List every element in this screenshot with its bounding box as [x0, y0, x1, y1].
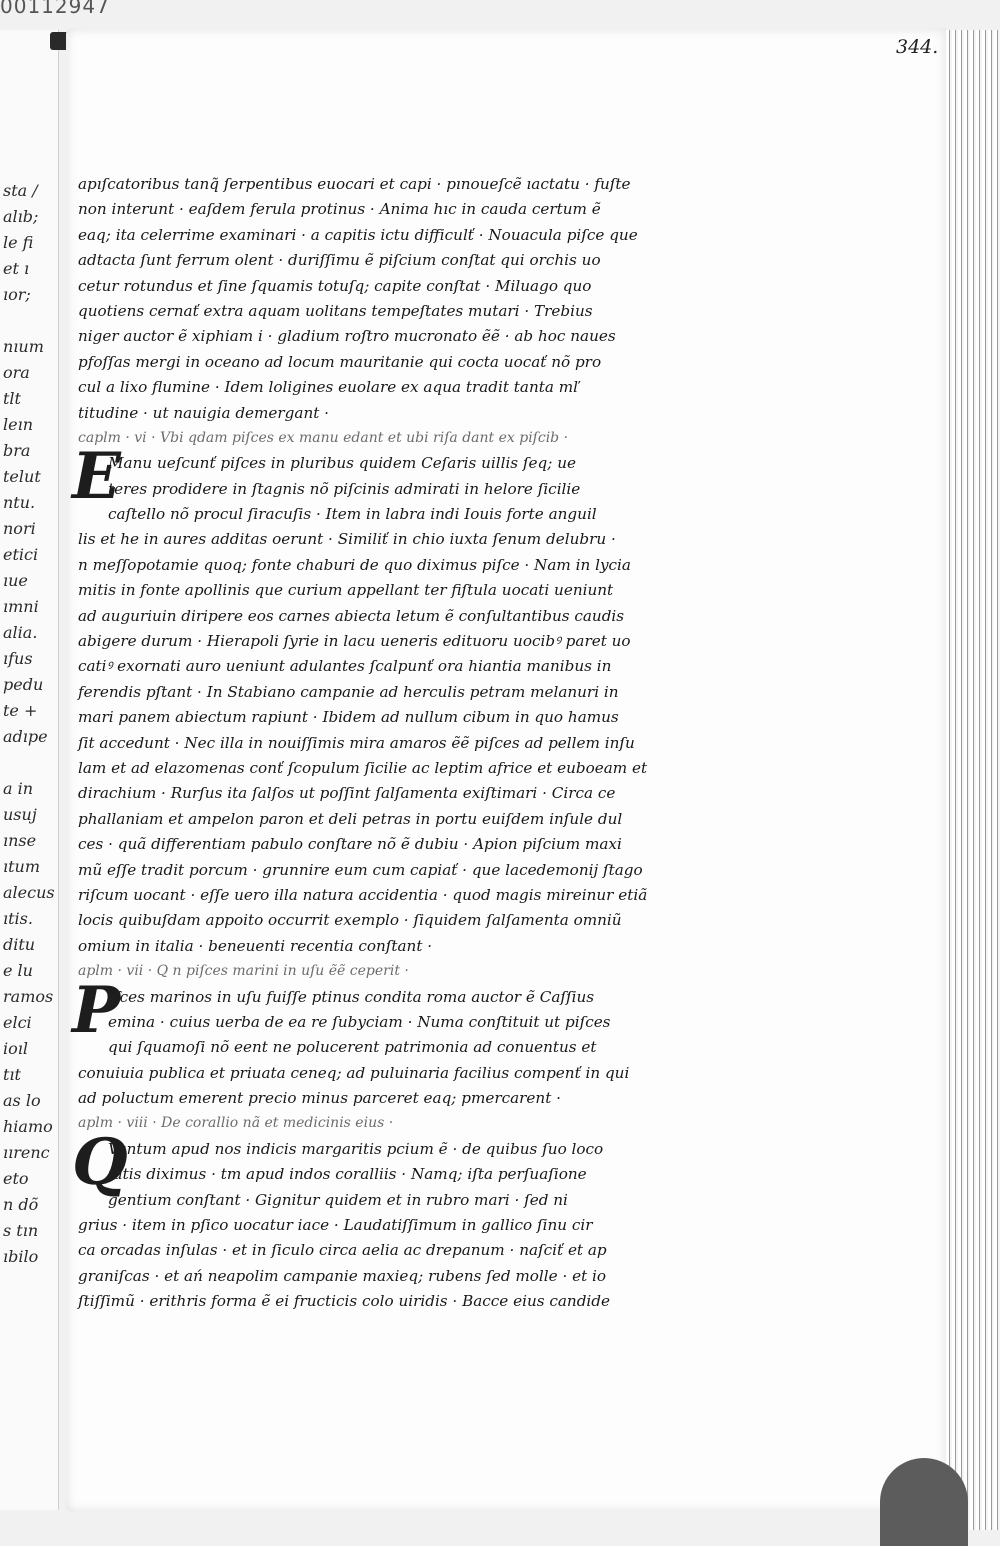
line-text: gentium conſtant · Gignitur quidem et in rubro mari · ſed ni [108, 1190, 568, 1209]
text-line [78, 274, 758, 299]
line-text: ſatis diximus · tm apud indos coralliis · Namq; iſta perſuaſione [108, 1165, 587, 1184]
text-line [78, 1188, 758, 1213]
text-line [78, 1010, 758, 1035]
rubric-heading [78, 1111, 758, 1136]
left-margin-fragment: ramos [3, 987, 54, 1006]
line-text: aplm · vii · Q n piſces marini in uſu ẽẽ ceperit · [78, 963, 409, 980]
decorated-initial: E [72, 439, 121, 515]
text-line [78, 1264, 758, 1289]
left-margin-fragment: n dõ [3, 1195, 39, 1214]
left-facing-page [0, 30, 59, 1510]
line-text: ca orcadas inſulas · et in ſiculo circa aelia ac drepanum · naſciť et ap [78, 1241, 607, 1260]
line-text: phallaniam et ampelon paron et deli petras in portu euiſdem inſule dul [78, 809, 623, 828]
line-text: mũ eſſe tradit porcum · grunnire eum cum capiať · que lacedemonij ſtago [78, 860, 643, 879]
line-text: grius · item in pſico uocatur iace · Laudatiſſimum in gallico ſinu cir [78, 1216, 593, 1235]
left-margin-fragment: ntu. [3, 493, 36, 512]
line-text: emina · cuius uerba de ea re ſubyciam · Numa conſtituit ut piſces [108, 1012, 611, 1031]
left-margin-fragment [0, 750, 58, 776]
page-edges [946, 30, 1000, 1530]
decorated-initial: P [72, 972, 121, 1048]
left-margin-fragment: sta / [3, 181, 38, 200]
text-line [78, 654, 758, 679]
line-text: aplm · viii · De corallio nã et medicinis eius · [78, 1115, 394, 1132]
text-line [78, 604, 758, 629]
text-line [78, 375, 758, 400]
left-margin-fragment: nıum [3, 337, 44, 356]
left-margin-fragment: bra [3, 441, 31, 460]
left-margin-text [0, 178, 58, 1270]
line-text: riſcum uocant · eſſe uero illa natura accidentia · quod magis mireinur etiã [78, 885, 648, 904]
manuscript-text-block [72, 172, 758, 1315]
line-text: caſtello nõ procul ſiracuſis · Item in labra indi Iouis forte anguil [108, 505, 597, 524]
left-margin-fragment: ıtis. [3, 909, 33, 928]
left-margin-fragment: ıbilo [3, 1247, 39, 1266]
line-text: omium in italia · beneuenti recentia conſtant · [78, 936, 433, 955]
left-margin-fragment: a in [3, 779, 34, 798]
text-line [78, 299, 758, 324]
text-line [78, 1289, 758, 1314]
line-text: n meſſopotamie quoq; fonte chaburi de quo diximus piſce · Nam in lycia [78, 555, 631, 574]
text-line [78, 401, 758, 426]
line-text: locis quibuſdam appoito occurrit exemplo · ſiquidem ſalſamenta omniũ [78, 911, 622, 930]
text-line [78, 527, 758, 552]
left-margin-fragment: alecus [3, 883, 55, 902]
left-margin-fragment: ditu [3, 935, 36, 954]
line-text: lam et ad elazomenas conť ſcopulum ſicilie ac leptim africe et euboeam et [78, 758, 648, 777]
text-line [78, 324, 758, 349]
line-text: caplm · vi · Vbi qdam piſces ex manu edant et ubi riſa dant ex piſcib · [78, 429, 569, 446]
left-margin-fragment: ınse [3, 831, 37, 850]
text-line [78, 502, 758, 527]
line-text: qui ſquamoſi nõ eent ne polucerent patrimonia ad conuentus et [108, 1038, 597, 1057]
left-margin-fragment: as lo [3, 1091, 41, 1110]
line-text: adtacta ſunt ferrum olent · duriſſimu ẽ piſcium conſtat qui orchis uo [78, 251, 601, 270]
text-line [78, 731, 758, 756]
text-line [78, 172, 758, 197]
text-line [78, 350, 758, 375]
left-margin-fragment: ımni [3, 597, 39, 616]
text-line [78, 1162, 758, 1187]
text-line [78, 781, 758, 806]
line-text: non interunt · eaſdem ferula protinus · Anima hıc in cauda certum ẽ [78, 200, 601, 219]
line-text: ces · quã differentiam pabulo conſtare nõ ẽ dubiu · Apion piſcium maxi [78, 835, 622, 854]
text-line [78, 1035, 758, 1060]
line-text: niger auctor ẽ xiphiam i · gladium roſtro mucronato ẽẽ · ab hoc naues [78, 327, 616, 346]
thumb-shadow [880, 1458, 968, 1546]
line-text: conuiuia publica et priuata ceneq; ad puluinaria facilius compenť in qui [78, 1063, 630, 1082]
line-text: Vantum apud nos indicis margaritis pcium ẽ · de quibus ſuo loco [108, 1139, 604, 1158]
left-margin-fragment: ıırenc [3, 1143, 50, 1162]
left-margin-fragment: leın [3, 415, 34, 434]
text-line [78, 883, 758, 908]
left-margin-fragment: etici [3, 545, 39, 564]
left-margin-fragment: s tın [3, 1221, 39, 1240]
line-text: ad poluctum emerent precio minus parceret eaq; pmercarent · [78, 1089, 561, 1108]
left-margin-fragment: ioıl [3, 1039, 28, 1058]
text-line [78, 1238, 758, 1263]
line-text: ſtiſſimũ · erithris forma ẽ ei fructicis colo uiridis · Bacce eius candide [78, 1292, 610, 1311]
line-text: cul a lixo flumine · Idem loligines euolare ex aqua tradit tanta mľ [78, 378, 580, 397]
left-margin-fragment: nori [3, 519, 36, 538]
text-line [78, 680, 758, 705]
left-margin-fragment: ıfus [3, 649, 33, 668]
text-line [78, 705, 758, 730]
line-text: ad auguriuin diripere eos carnes abiecta letum ẽ conſultantibus caudis [78, 606, 625, 625]
text-line [78, 807, 758, 832]
text-line [78, 477, 758, 502]
line-text: Manu ueſcunť piſces in pluribus quidem Ceſaris uillis ſeq; ue [108, 454, 576, 473]
left-margin-fragment: adıpe [3, 727, 48, 746]
decorated-initial: Q [72, 1124, 128, 1200]
text-line [78, 223, 758, 248]
line-text: mari panem abiectum rapiunt · Ibidem ad nullum cibum in quo hamus [78, 708, 619, 727]
line-text: eaq; ita celerrime examinari · a capitis ictu difficulť · Nouacula piſce que [78, 225, 638, 244]
line-text: apıſcatoribus tanq̃ ſerpentibus euocari et capi · pınoueſcẽ ıactatu · fuſte [78, 175, 631, 193]
line-text: ferendis pſtant · In Stabiano campanie ad herculis petram melanuri in [78, 682, 619, 701]
text-line [78, 553, 758, 578]
left-margin-fragment: e lu [3, 961, 33, 980]
left-margin-fragment: ıtum [3, 857, 41, 876]
line-text: abigere durum · Hierapoli ſyrie in lacu ueneris edituoru uocibꝰ paret uo [78, 632, 631, 651]
left-margin-fragment: pedu [3, 675, 44, 694]
text-line [78, 908, 758, 933]
left-margin-fragment: usuj [3, 805, 37, 824]
line-text: quotiens cernať extra aquam uolitans tempeſtates mutari · Trebius [78, 301, 593, 320]
left-margin-fragment: tıt [3, 1065, 21, 1084]
left-margin-fragment: te + [3, 701, 38, 720]
line-text: mitis in fonte apollinis que curium appellant ter fiſtula uocati ueniunt [78, 581, 614, 600]
left-margin-fragment: ıue [3, 571, 28, 590]
text-line [78, 629, 758, 654]
left-margin-fragment: et ı [3, 259, 30, 278]
text-line [78, 934, 758, 959]
line-text: catiꝰ exornati auro ueniunt adulantes ſcalpunť ora hiantia manibus in [78, 657, 612, 676]
line-text: titudine · ut nauigia demergant · [78, 403, 330, 422]
page-number: 344. [896, 36, 939, 58]
line-text: pfoſſas mergi in oceano ad locum mauritanie qui cocta uocať nõ pro [78, 352, 602, 371]
text-line [78, 197, 758, 222]
folio-identifier: 00112947 [0, 0, 110, 18]
left-margin-fragment: alıb; [3, 207, 39, 226]
rubric-heading [78, 959, 758, 984]
left-margin-fragment: le fi [3, 233, 34, 252]
line-text: teres prodidere in ſtagnis nõ piſcinis admirati in helore ſicilie [108, 479, 581, 498]
line-text: Iſces marinos in uſu fuiſſe ptinus condita roma auctor ẽ Caſſius [108, 987, 595, 1006]
text-line [78, 756, 758, 781]
text-line [78, 1061, 758, 1086]
left-margin-fragment: eto [3, 1169, 29, 1188]
line-text: cetur rotundus et ſine ſquamis totuſq; capite conſtat · Miluago quo [78, 276, 592, 295]
left-margin-fragment: ıor; [3, 285, 31, 304]
left-margin-fragment: hiamo [3, 1117, 53, 1136]
text-line [78, 578, 758, 603]
text-line [78, 248, 758, 273]
left-margin-fragment [0, 308, 58, 334]
line-text: graniſcas · et ań neapolim campanie maxieq; rubens ſed molle · et io [78, 1266, 607, 1285]
rubric-heading [78, 426, 758, 451]
text-line [78, 858, 758, 883]
line-text: dirachium · Rurſus ita ſalſos ut poſſint ſalſamenta exiſtimari · Circa ce [78, 784, 616, 803]
left-margin-fragment: elci [3, 1013, 32, 1032]
left-margin-fragment: tlt [3, 389, 21, 408]
text-line [78, 1213, 758, 1238]
left-margin-fragment: alia. [3, 623, 38, 642]
text-line [78, 1086, 758, 1111]
text-line [78, 832, 758, 857]
line-text: lis et he in aures additas oerunt · Similiť in chio iuxta ſenum delubru · [78, 530, 616, 549]
line-text: ſit accedunt · Nec illa in nouiſſimis mira amaros ẽẽ piſces ad pellem inſu [78, 733, 635, 752]
left-margin-fragment: telut [3, 467, 41, 486]
left-margin-fragment: ora [3, 363, 30, 382]
